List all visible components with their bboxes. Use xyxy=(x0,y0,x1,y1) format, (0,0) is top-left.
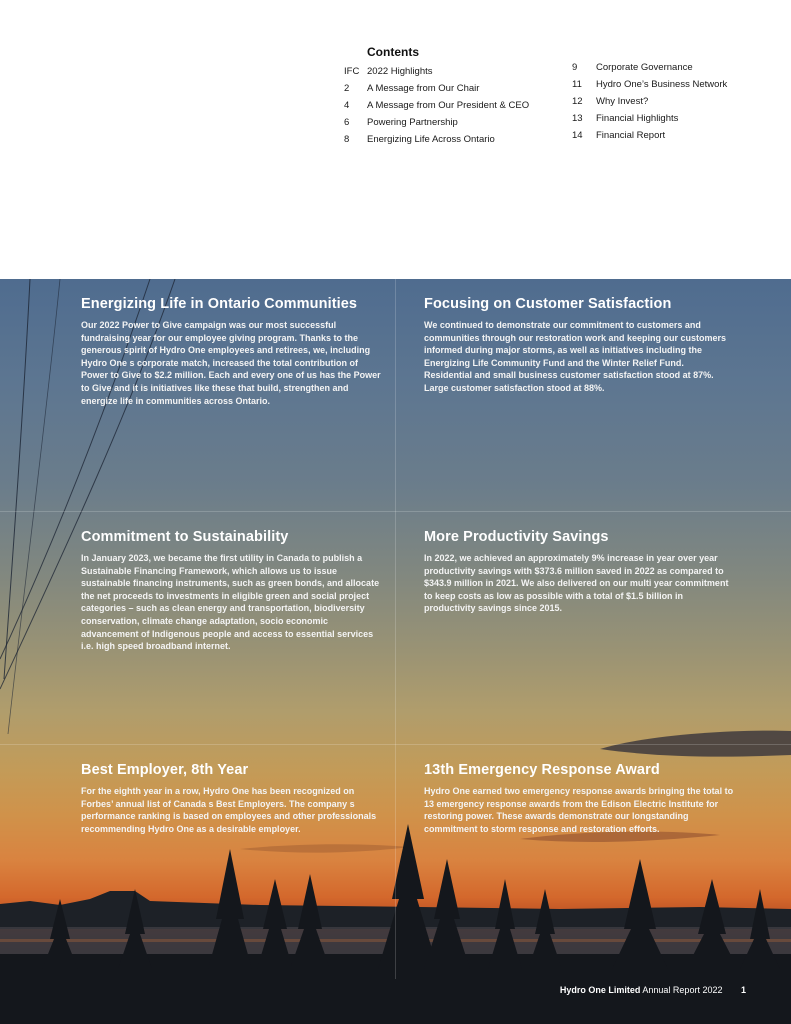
contents-label: A Message from Our President & CEO xyxy=(367,100,530,111)
contents-page-number: 14 xyxy=(572,130,583,141)
contents-page-number: 9 xyxy=(572,62,578,73)
highlight-card-sustainability xyxy=(81,529,381,653)
card-body: In January 2023, we became the first utility in Canada to publish a Sustainable Financing Framework, which allows us to issue sustainable financing instruments, such as green bonds, and allocate the net proceeds to investments in eligible green and social project categories – such as clean energy and transportation, biodiversity conservation, climate change adaptation, socio economic advancement of Indigenous people and access to essential services i.e. high speed broadband internet. xyxy=(81,553,380,652)
contents-page-number: IFC xyxy=(344,66,360,77)
contents-title: Contents xyxy=(367,45,419,59)
card-body: Hydro One earned two emergency response awards bringing the total to 13 emergency response awards from the Edison Electric Institute for restoring power. These awards demonstrate our longstanding commitment to storm response and restoration efforts. xyxy=(424,786,734,834)
contents-page-number: 13 xyxy=(572,113,583,124)
card-title: Focusing on Customer Satisfaction xyxy=(424,296,672,312)
contents-label: 2022 Highlights xyxy=(367,66,433,77)
footer-page-number: 1 xyxy=(740,985,746,995)
contents-label: Financial Report xyxy=(596,130,666,141)
contents-label: Financial Highlights xyxy=(596,113,679,124)
contents-label: Powering Partnership xyxy=(367,117,458,128)
contents-label: Hydro One’s Business Network xyxy=(596,79,728,90)
card-title: More Productivity Savings xyxy=(424,529,609,545)
card-body: In 2022, we achieved an approximately 9% increase in year over year productivity savings with $373.6 million saved in 2022 as compared to $343.9 million in 2021. We also delivered on our multi year commitment to keep costs as low as possible with a total of $1.5 billion in productivity savings since 2015. xyxy=(424,553,729,614)
highlight-card-emergency-award xyxy=(424,762,734,835)
panel-divider-horizontal xyxy=(0,511,791,512)
contents-label: Why Invest? xyxy=(596,96,649,107)
sunset-photo-panel xyxy=(0,279,791,1024)
highlight-card-best-employer xyxy=(81,762,381,835)
card-body: For the eighth year in a row, Hydro One has been recognized on Forbes’ annual list of Canada s Best Employers. The company s performance ranking is based on employees and other professionals recommending Hydro One as a desirable employer. xyxy=(81,786,377,834)
panel-divider-vertical xyxy=(395,279,396,979)
page-footer xyxy=(560,985,746,995)
card-body: Our 2022 Power to Give campaign was our most successful fundraising year for our employee giving program. Thanks to the generous spirit of Hydro One employees and retirees, we, including Hydro One s corporate match, increased the total contribution of Power to Give to $2.2 million. Each and every one of us has the Power to Give and it is initiatives like these that build, strengthen and energize life in communities across Ontario. xyxy=(81,320,381,406)
contents-label: Energizing Life Across Ontario xyxy=(367,134,495,145)
highlight-card-customer-satisfaction xyxy=(424,296,734,395)
panel-divider-horizontal xyxy=(0,744,791,745)
card-title: Energizing Life in Ontario Communities xyxy=(81,296,358,312)
contents-page-number: 2 xyxy=(344,83,350,94)
contents-label: A Message from Our Chair xyxy=(367,83,480,94)
highlight-card-productivity xyxy=(424,529,734,615)
contents-label: Corporate Governance xyxy=(596,62,693,73)
contents-page-number: 4 xyxy=(344,100,350,111)
card-title: Commitment to Sustainability xyxy=(81,529,289,545)
contents-page-number: 6 xyxy=(344,117,350,128)
card-title: 13th Emergency Response Award xyxy=(424,762,660,778)
contents-page-number: 8 xyxy=(344,134,350,145)
contents-page-number: 11 xyxy=(572,79,582,90)
footer-report-title: Annual Report 2022 xyxy=(642,985,723,995)
highlight-card-community xyxy=(81,296,381,407)
contents-page-number: 12 xyxy=(572,96,583,107)
card-body: We continued to demonstrate our commitment to customers and communities through our restoration work and keeping our customers informed during major storms, as well as initiatives including the Energizing Life Community Fund and the Winter Relief Fund. Residential and small business customer satisfaction stood at 87%. Large customer satisfaction stood at 88%. xyxy=(424,320,727,393)
card-title: Best Employer, 8th Year xyxy=(81,762,249,778)
footer-company: Hydro One Limited xyxy=(559,985,641,995)
